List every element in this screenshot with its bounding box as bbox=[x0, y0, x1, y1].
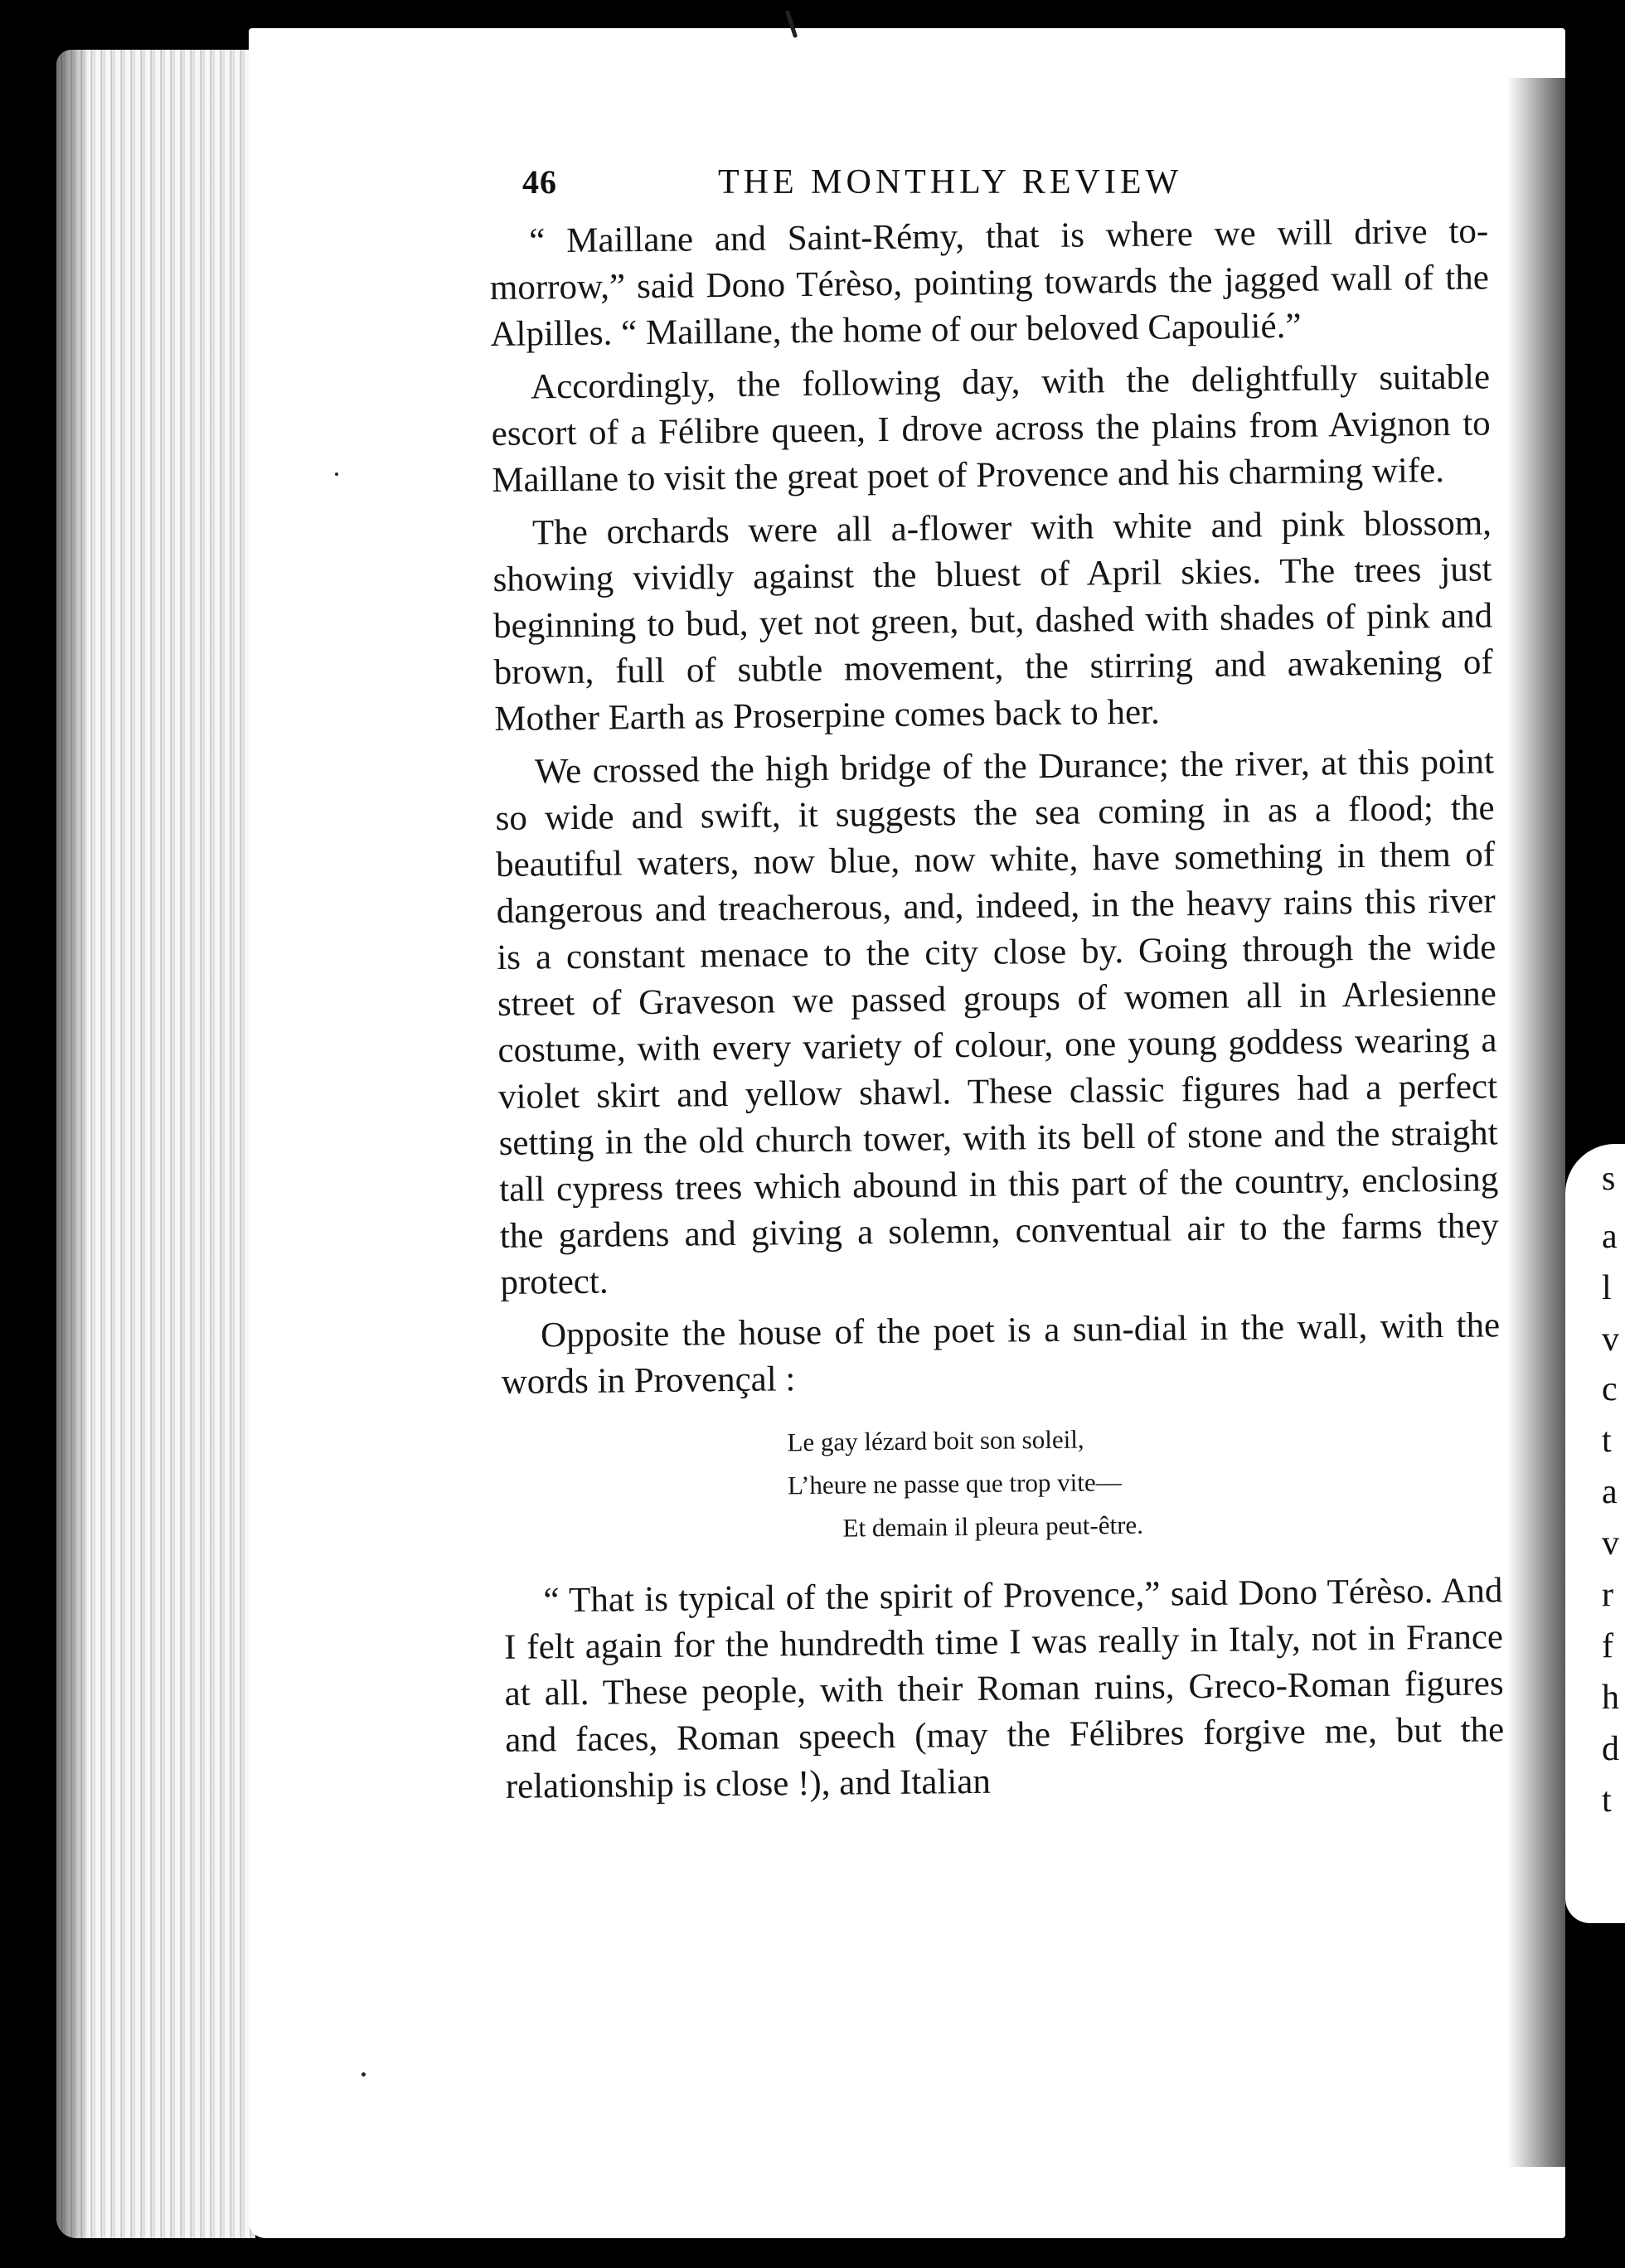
facing-page-letter: c bbox=[1602, 1370, 1618, 1408]
running-head: THE MONTHLY REVIEW bbox=[718, 163, 1183, 201]
facing-page-letter: f bbox=[1602, 1627, 1613, 1665]
facing-page-letter: v bbox=[1602, 1524, 1619, 1563]
page-edge-shadow bbox=[56, 50, 90, 2238]
paragraph: Opposite the house of the poet is a sun-dial in the wall, with the words in Provençal : bbox=[501, 1306, 1501, 1402]
facing-page-letter: l bbox=[1602, 1269, 1612, 1307]
facing-page-letter: t bbox=[1602, 1781, 1612, 1820]
facing-page-letter: s bbox=[1602, 1160, 1616, 1198]
gutter-shadow bbox=[1507, 78, 1565, 2167]
scan-speck bbox=[361, 2072, 366, 2077]
verse-line: L’heure ne passe que trop vite— bbox=[787, 1467, 1122, 1500]
verse-line: Et demain il pleura peut-être. bbox=[842, 1510, 1144, 1543]
verse-line: Le gay lézard boit son soleil, bbox=[787, 1424, 1084, 1457]
book-page-edges bbox=[56, 50, 255, 2238]
facing-page-letter: h bbox=[1602, 1679, 1619, 1717]
paragraph: “ That is typical of the spirit of Provence,” said Dono Térèso. And I felt again for the hundredth time I was really in Italy, not in France at all. These people, with their Roman ruins, Greco-Roman figures and faces, Roman speech (may the Félibres forgive me, but the relationship is close !), and Italian bbox=[503, 1571, 1505, 1806]
facing-page-letter: a bbox=[1602, 1473, 1618, 1511]
page-body bbox=[489, 208, 1505, 1810]
page-header bbox=[522, 162, 1351, 212]
facing-page-letter: r bbox=[1602, 1576, 1613, 1614]
facing-page-sliver bbox=[1565, 1144, 1625, 1923]
paragraph: “ Maillane and Saint-Rémy, that is where we will drive to-morrow,” said Dono Térèso, pointing towards the jagged wall of the Alpilles. “ Maillane, the home of our beloved Capoulié.” bbox=[489, 211, 1490, 354]
paragraph: The orchards were all a-flower with white and pink blossom, showing vividly against the bluest of April skies. The trees just beginning to bud, yet not green, but, dashed with shades of pink and brown, full of subtle movement, the stirring and awakening of Mother Earth as Proserpine comes back to her. bbox=[492, 503, 1493, 739]
sundial-verse bbox=[502, 1413, 1502, 1553]
page-number: 46 bbox=[522, 163, 557, 201]
paragraph: Accordingly, the following day, with the delightfully suitable escort of a Félibre queen, I drove across the plains from Avignon to Maillane to visit the great poet of Provence and his charming wife. bbox=[491, 357, 1491, 500]
facing-page-letter: v bbox=[1602, 1321, 1619, 1359]
facing-page-letter: t bbox=[1602, 1422, 1612, 1460]
scan-speck bbox=[335, 472, 338, 476]
paragraph: We crossed the high bridge of the Durance; the river, at this point so wide and swift, it suggests the sea coming in as a flood; the beautiful waters, now blue, now white, have something in them of dangerous and treacherous, and, indeed, in the heavy rains this river is a constant menace to the city close by. Going through the wide street of Graveson we passed groups of women all in Arlesienne costume, with every variety of colour, one young goddess wearing a violet skirt and yellow shawl. These classic figures had a perfect setting in the old church tower, with its bell of stone and the straight tall cypress trees which abound in this part of the country, enclosing the gardens and giving a solemn, conventual air to the farms they protect. bbox=[495, 742, 1500, 1302]
facing-page-letter: a bbox=[1602, 1218, 1618, 1256]
facing-page-letter: d bbox=[1602, 1730, 1619, 1768]
